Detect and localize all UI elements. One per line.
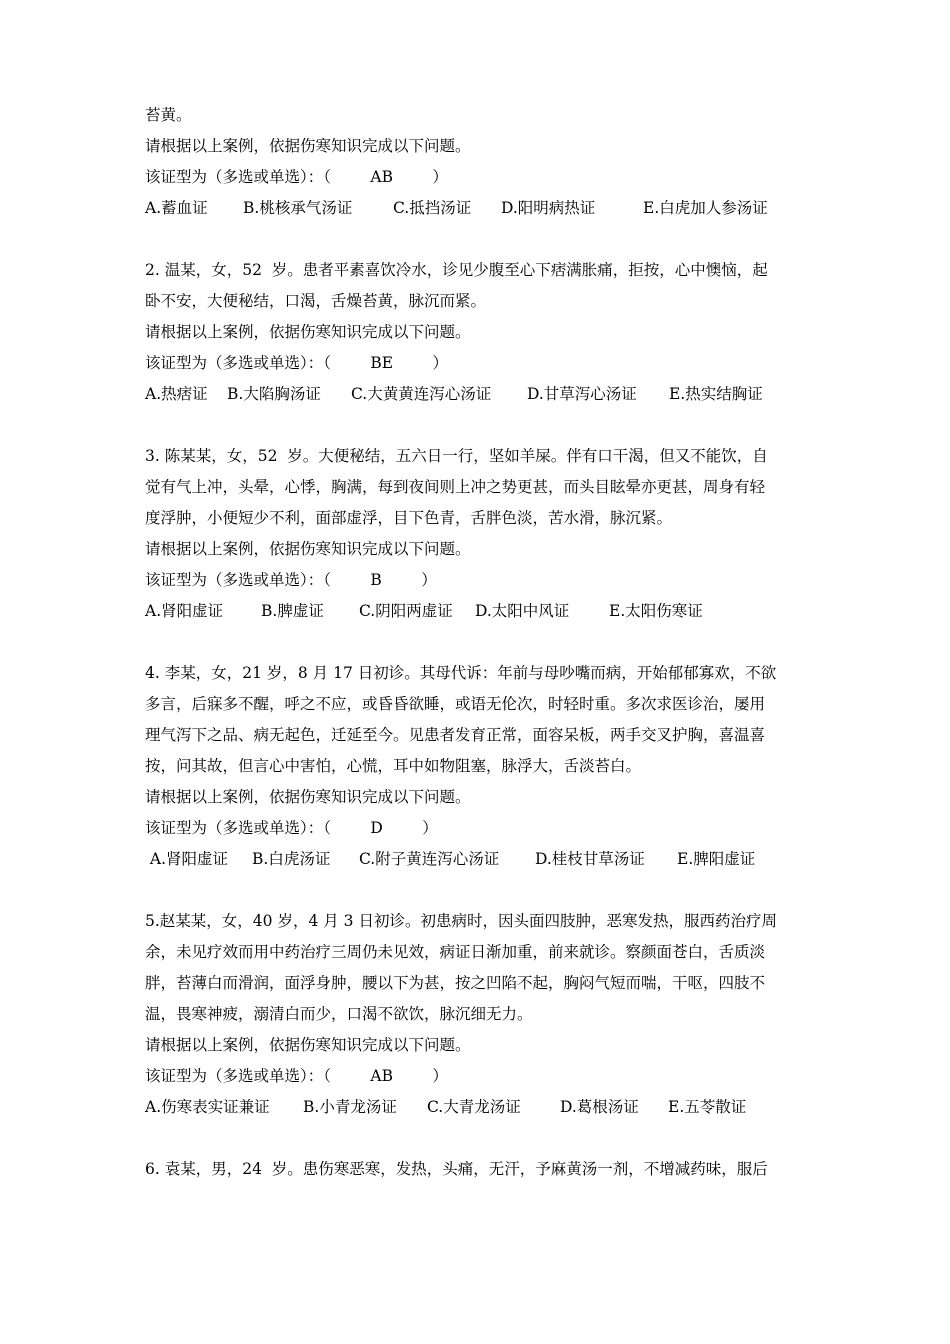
case-1-question: 该证型为（多选或单选）：（ AB ）	[145, 168, 448, 186]
option-a: A.肾阳虚证	[145, 602, 224, 620]
option-d: D.甘草泻心汤证	[527, 385, 637, 403]
option-c: C.大青龙汤证	[427, 1098, 521, 1116]
case-3-prompt: 请根据以上案例，依据伤寒知识完成以下问题。	[145, 540, 471, 558]
case-5-question: 该证型为（多选或单选）：（ AB ）	[145, 1067, 448, 1085]
case-1-options	[145, 193, 825, 224]
case-3-line-3: 度浮肿，小便短少不利，面部虚浮，目下色青，舌胖色淡，苦水滑，脉沉紧。	[145, 509, 673, 527]
case-4-options	[145, 844, 825, 875]
option-e: E.白虎加人参汤证	[643, 199, 768, 217]
case-5-line-3: 胖，苔薄白而滑润，面浮身肿，腰以下为甚，按之凹陷不起，胸闷气短而喘，干呕，四肢不	[145, 974, 766, 992]
option-e: E.太阳伤寒证	[609, 602, 703, 620]
option-e: E.热实结胸证	[669, 385, 763, 403]
case-6-line-1: 6. 袁某，男，24 岁。患伤寒恶寒，发热，头痛，无汗，予麻黄汤一剂，不增减药味，服后	[145, 1160, 768, 1178]
option-a: A.伤寒表实证兼证	[145, 1098, 270, 1116]
case-4-line-4: 按，问其故，但言心中害怕，心慌，耳中如物阻塞，脉浮大，舌淡苔白。	[145, 757, 642, 775]
case-4-question: 该证型为（多选或单选）：（ D ）	[145, 819, 438, 837]
option-d: D.阳明病热证	[501, 199, 596, 217]
option-c: C.抵挡汤证	[393, 199, 472, 217]
case-1-tail: 苔黄。	[145, 106, 192, 124]
case-2-question: 该证型为（多选或单选）：（ BE ）	[145, 354, 449, 372]
case-5-options	[145, 1092, 825, 1123]
option-b: B.脾虚证	[261, 602, 324, 620]
option-a: A.热痞证	[145, 385, 208, 403]
document-page	[145, 100, 825, 1185]
option-d: D.桂枝甘草汤证	[535, 850, 645, 868]
case-3-question: 该证型为（多选或单选）：（ B ）	[145, 571, 437, 589]
case-5-line-1: 5.赵某某，女，40 岁，4 月 3 日初诊。初患病时，因头面四肢肿，恶寒发热，服西药治疗周	[145, 912, 777, 930]
case-5-prompt: 请根据以上案例，依据伤寒知识完成以下问题。	[145, 1036, 471, 1054]
option-b: B.桃核承气汤证	[243, 199, 353, 217]
option-b: B.白虎汤证	[252, 850, 331, 868]
option-e: E.脾阳虚证	[677, 850, 756, 868]
option-c: C.阴阳两虚证	[359, 602, 453, 620]
case-4-prompt: 请根据以上案例，依据伤寒知识完成以下问题。	[145, 788, 471, 806]
case-4-line-1: 4. 李某，女，21 岁，8 月 17 日初诊。其母代诉：年前与母吵嘴而病，开始郁郁寡欢，不欲	[145, 664, 777, 682]
case-5-line-4: 温，畏寒神疲，溺清白而少，口渴不欲饮，脉沉细无力。	[145, 1005, 533, 1023]
option-c: C.大黄黄连泻心汤证	[351, 385, 492, 403]
option-d: D.葛根汤证	[560, 1098, 639, 1116]
case-3-line-1: 3. 陈某某，女，52 岁。大便秘结，五六日一行，坚如羊屎。伴有口干渴，但又不能饮，自	[145, 447, 768, 465]
case-2-prompt: 请根据以上案例，依据伤寒知识完成以下问题。	[145, 323, 471, 341]
case-1-prompt: 请根据以上案例，依据伤寒知识完成以下问题。	[145, 137, 471, 155]
case-2-line-1: 2. 温某，女，52 岁。患者平素喜饮冷水，诊见少腹至心下痞满胀痛，拒按，心中懊恼，起	[145, 261, 768, 279]
option-c: C.附子黄连泻心汤证	[359, 850, 500, 868]
option-b: B.大陷胸汤证	[227, 385, 321, 403]
case-5-line-2: 余，未见疗效而用中药治疗三周仍未见效，病证日渐加重，前来就诊。察颜面苍白，舌质淡	[145, 943, 766, 961]
case-4-line-2: 多言，后寐多不醒，呼之不应，或昏昏欲睡，或语无伦次，时轻时重。多次求医诊治，屡用	[145, 695, 766, 713]
option-b: B.小青龙汤证	[303, 1098, 397, 1116]
case-4-line-3: 理气泻下之品、病无起色，迁延至今。见患者发育正常，面容呆板，两手交叉护胸，喜温喜	[145, 726, 766, 744]
option-a: A.蓄血证	[145, 199, 208, 217]
option-a: A.肾阳虚证	[145, 850, 229, 868]
option-d: D.太阳中风证	[475, 602, 570, 620]
case-2-line-2: 卧不安，大便秘结，口渴，舌燥苔黄，脉沉而紧。	[145, 292, 487, 310]
case-3-line-2: 觉有气上冲，头晕，心悸，胸满，每到夜间则上冲之势更甚，而头目眩晕亦更甚，周身有轻	[145, 478, 766, 496]
case-2-options	[145, 379, 825, 410]
case-3-options	[145, 596, 825, 627]
option-e: E.五苓散证	[668, 1098, 747, 1116]
